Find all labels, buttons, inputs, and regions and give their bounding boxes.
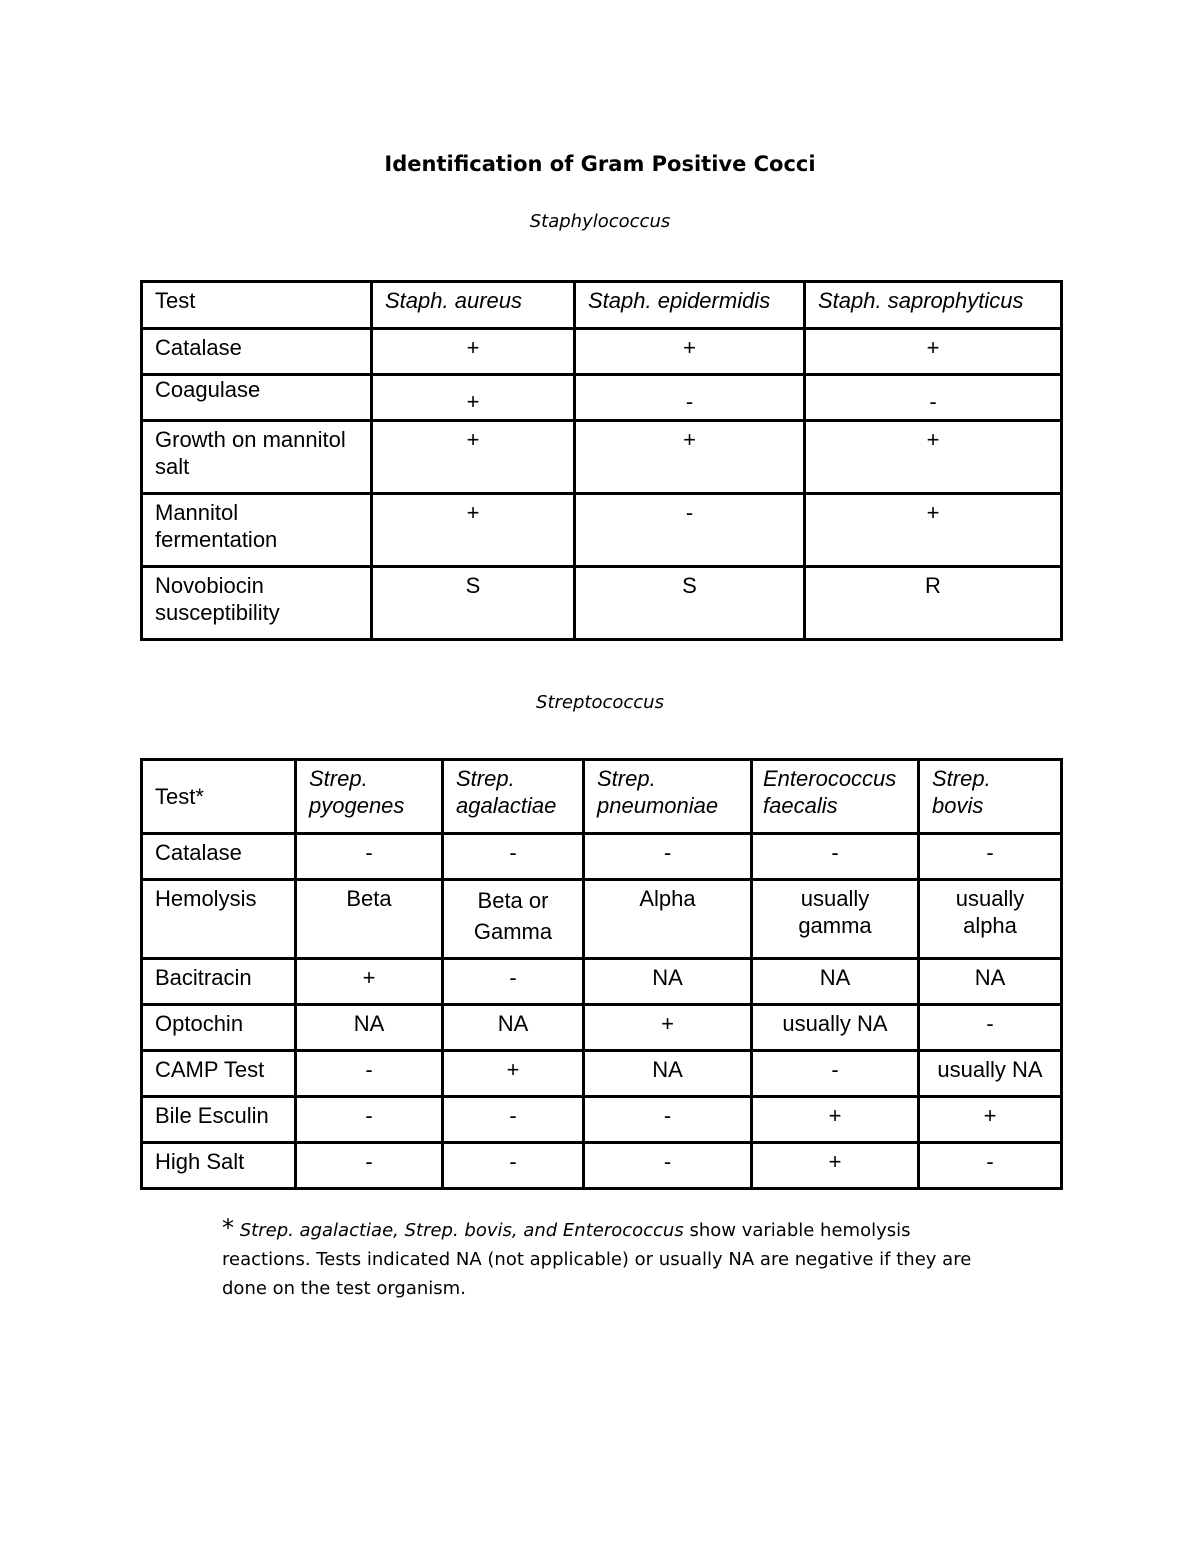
table-cell: NA [919,959,1062,1005]
row-label: Catalase [142,329,372,375]
header-cell: Strep. bovis [919,760,1062,834]
row-label: High Salt [142,1143,296,1189]
table-cell: usually alpha [919,880,1062,959]
table-cell: usually NA [919,1051,1062,1097]
table-cell: - [584,834,752,880]
table-row [142,834,1062,880]
table-cell: - [752,1051,919,1097]
streptococcus-table [140,758,1063,1190]
table-cell: + [372,329,575,375]
table-cell: - [584,1143,752,1189]
table-cell: - [443,959,584,1005]
row-label: Coagulase [142,375,372,421]
header-cell: Staph. epidermidis [575,282,805,329]
table-cell: - [296,1051,443,1097]
header-cell: Staph. aureus [372,282,575,329]
row-label: Bile Esculin [142,1097,296,1143]
table-cell: S [575,567,805,640]
row-label: Growth on mannitol salt [142,421,372,494]
table-cell: + [372,421,575,494]
row-label: Mannitol fermentation [142,494,372,567]
table-cell: - [919,1005,1062,1051]
table-row [142,375,1062,421]
row-label: Bacitracin [142,959,296,1005]
table-cell: + [443,1051,584,1097]
table-cell: + [805,421,1062,494]
table-cell: - [575,494,805,567]
table-cell: + [919,1097,1062,1143]
page-title: Identification of Gram Positive Cocci [384,152,816,176]
staphylococcus-table [140,280,1063,641]
footnote [222,1214,982,1303]
table-cell: NA [752,959,919,1005]
table-cell: - [443,834,584,880]
table-cell: Beta or Gamma [443,880,584,959]
table-row [142,567,1062,640]
table-cell: Alpha [584,880,752,959]
row-label: Novobiocin susceptibility [142,567,372,640]
table-cell: + [584,1005,752,1051]
table-row [142,1143,1062,1189]
header-cell: Test* [142,760,296,834]
table-cell: + [575,421,805,494]
row-label: Optochin [142,1005,296,1051]
row-label: CAMP Test [142,1051,296,1097]
streptococcus-subtitle: Streptococcus [536,692,664,713]
table-row [142,329,1062,375]
table-row [142,494,1062,567]
table-cell: - [919,1143,1062,1189]
table-cell: - [296,834,443,880]
table-cell: + [805,329,1062,375]
table-cell: Beta [296,880,443,959]
table-cell: + [372,494,575,567]
header-cell: Test [142,282,372,329]
table-cell: NA [443,1005,584,1051]
table-cell: - [805,375,1062,421]
table-cell: R [805,567,1062,640]
table-row [142,1051,1062,1097]
table-cell: NA [584,959,752,1005]
table-cell: - [752,834,919,880]
header-cell: Enterococcus faecalis [752,760,919,834]
footnote-asterisk: * [222,1214,234,1242]
table-cell: + [752,1143,919,1189]
table-cell: - [584,1097,752,1143]
table-row [142,421,1062,494]
table-row [142,1005,1062,1051]
table-row [142,1097,1062,1143]
footnote-organisms: Strep. agalactiae, Strep. bovis, and Enterococcus [239,1220,684,1241]
staphylococcus-subtitle: Staphylococcus [529,211,671,232]
table-cell: + [575,329,805,375]
header-cell: Staph. saprophyticus [805,282,1062,329]
table-cell: - [296,1097,443,1143]
table-cell: - [575,375,805,421]
table-header-row [142,282,1062,329]
table-cell: - [919,834,1062,880]
table-row [142,880,1062,959]
header-cell: Strep. pyogenes [296,760,443,834]
table-cell: - [443,1143,584,1189]
table-cell: + [752,1097,919,1143]
table-cell: + [805,494,1062,567]
footnote-text: show variable hemolysis reactions. Tests indicated NA (not applicable) or usually NA are negative if they are done on the test organism. [222,1220,972,1299]
table-cell: NA [296,1005,443,1051]
table-cell: - [443,1097,584,1143]
header-cell: Strep. agalactiae [443,760,584,834]
table-cell: usually gamma [752,880,919,959]
row-label: Catalase [142,834,296,880]
row-label: Hemolysis [142,880,296,959]
header-cell: Strep. pneumoniae [584,760,752,834]
table-cell: - [296,1143,443,1189]
table-row [142,959,1062,1005]
table-cell: NA [584,1051,752,1097]
table-cell: + [372,375,575,421]
table-header-row [142,760,1062,834]
table-cell: S [372,567,575,640]
table-cell: + [296,959,443,1005]
table-cell: usually NA [752,1005,919,1051]
